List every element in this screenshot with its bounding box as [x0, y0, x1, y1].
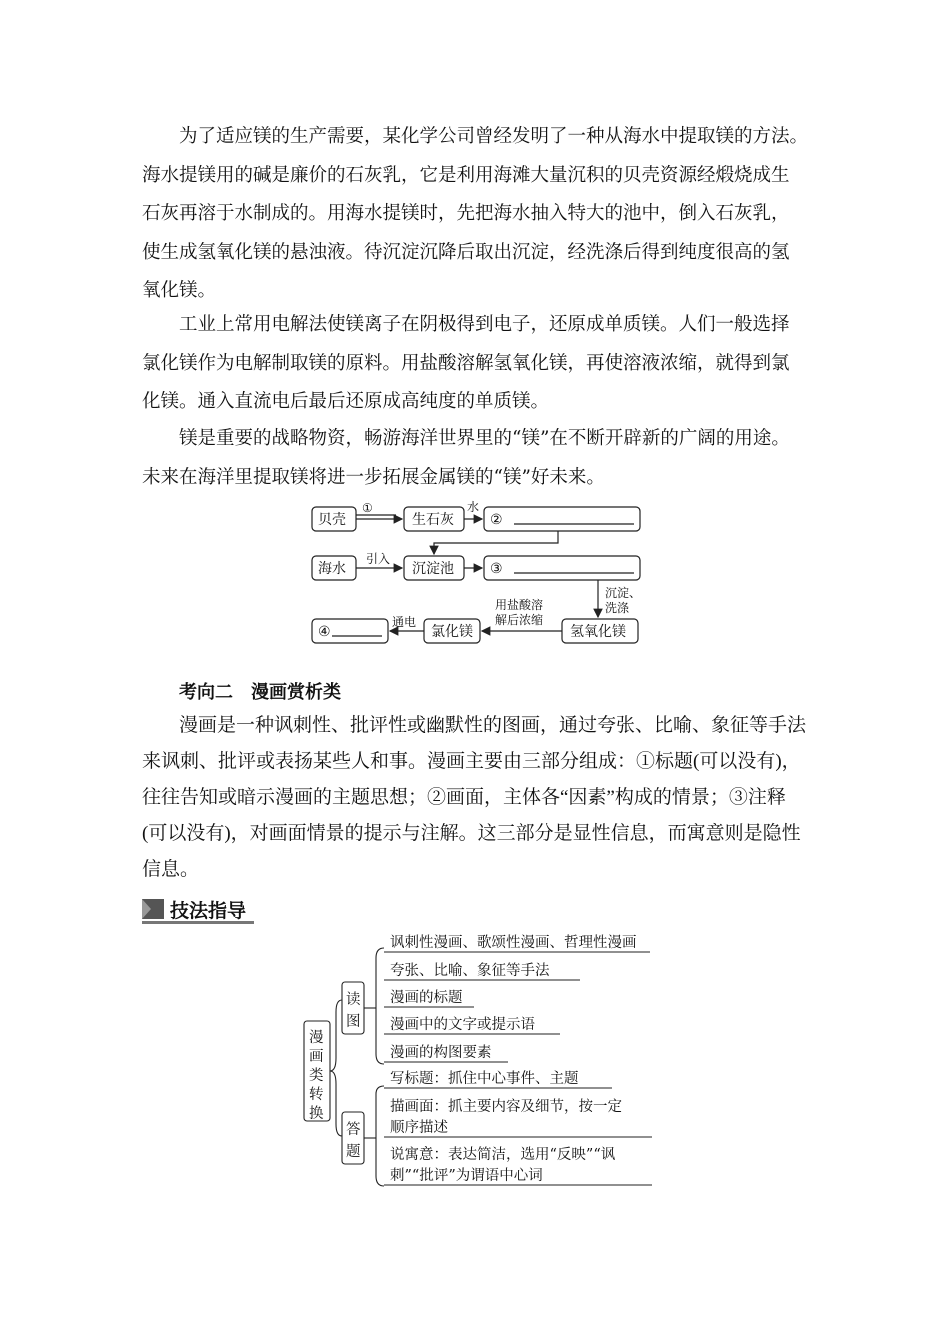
hcl-label-2: 解后浓缩 — [495, 613, 544, 627]
answer-char: 题 — [346, 1144, 361, 1160]
magnesium-flowchart — [300, 495, 660, 650]
paragraph-1 — [142, 118, 822, 311]
root-char: 类 — [309, 1068, 324, 1084]
text-line: 石灰再溶于水制成的。用海水提镁时，先把海水抽入特大的池中，倒入石灰乳， — [142, 203, 790, 224]
section-marker-icon — [142, 899, 164, 919]
text-line: 往往告知或暗示漫画的主题思想；②画面，主体各“因素”构成的情景；③注释 — [142, 787, 786, 808]
answer-item: 写标题：抓住中心事件、主题 — [390, 1071, 579, 1087]
comic-mindmap — [296, 928, 662, 1190]
read-char: 读 — [346, 992, 361, 1008]
root-char: 漫 — [309, 1030, 324, 1046]
pool-label: 沉淀池 — [412, 561, 454, 577]
precip-label-2: 洗涤 — [605, 601, 630, 615]
introduce-label: 引入 — [366, 552, 391, 566]
answer-item: 顺序描述 — [390, 1120, 448, 1136]
answer-item: 刺”“批评”为谓语中心词 — [390, 1168, 543, 1184]
section-heading-2: 考向二 漫画赏析类 — [179, 682, 341, 703]
water-label: 水 — [467, 500, 480, 514]
electric-label: 通电 — [392, 615, 417, 629]
text-line: 使生成氢氧化镁的悬浊液。待沉淀沉降后取出沉淀，经洗涤后得到纯度很高的氢 — [142, 241, 790, 263]
text-line: 化镁。通入直流电后最后还原成高纯度的单质镁。 — [142, 391, 550, 412]
read-item: 漫画中的文字或提示语 — [390, 1017, 535, 1033]
technique-heading — [142, 896, 246, 922]
read-item: 夸张、比喻、象征等手法 — [390, 963, 550, 979]
mgcl-label: 氯化镁 — [431, 624, 473, 640]
mgoh-label: 氢氧化镁 — [570, 624, 626, 640]
blank-3-label: ③ — [490, 561, 503, 577]
read-item: 讽刺性漫画、歌颂性漫画、哲理性漫画 — [390, 935, 637, 951]
precip-label-1: 沉淀、 — [605, 586, 642, 600]
text-line: (可以没有)，对画面情景的提示与注解。这三部分是显性信息，而寓意则是隐性 — [142, 823, 801, 844]
step-1-label: ① — [362, 501, 373, 515]
comic-paragraph — [142, 708, 832, 888]
hcl-label-1: 用盐酸溶 — [495, 598, 544, 612]
root-char: 转 — [309, 1087, 324, 1103]
text-line: 海水提镁用的碱是廉价的石灰乳，它是利用海滩大量沉积的贝壳资源经煅烧成生 — [142, 164, 790, 186]
answer-item: 说寓意：表达简洁，选用“反映”“讽 — [390, 1147, 616, 1163]
quicklime-label: 生石灰 — [412, 512, 454, 528]
blank-4-label: ④ — [318, 624, 331, 640]
text-line: 工业上常用电解法使镁离子在阴极得到电子，还原成单质镁。人们一般选择 — [179, 314, 790, 335]
text-line: 信息。 — [142, 859, 200, 880]
technique-title: 技法指导 — [170, 899, 247, 922]
text-line: 氯化镁作为电解制取镁的原料。用盐酸溶解氢氧化镁，再使溶液浓缩，就得到氯 — [142, 352, 790, 374]
paragraph-2 — [142, 306, 822, 422]
text-line: 漫画是一种讽刺性、批评性或幽默性的图画，通过夸张、比喻、象征等手法 — [179, 715, 807, 736]
read-item: 漫画的构图要素 — [390, 1045, 492, 1061]
shell-label: 贝壳 — [318, 512, 346, 528]
root-char: 画 — [309, 1049, 324, 1065]
answer-char: 答 — [346, 1122, 361, 1138]
text-line: 为了适应镁的生产需要，某化学公司曾经发明了一种从海水中提取镁的方法。 — [179, 126, 809, 147]
text-line: 来讽刺、批评或表扬某些人和事。漫画主要由三部分组成：①标题(可以没有)， — [142, 751, 801, 772]
blank-3-box — [484, 556, 640, 580]
text-line: 未来在海洋里提取镁将进一步拓展金属镁的“镁”好未来。 — [142, 466, 605, 488]
read-char: 图 — [346, 1014, 361, 1030]
blank-2-box — [484, 507, 640, 531]
text-line: 镁是重要的战略物资，畅游海洋世界里的“镁”在不断开辟新的广阔的用途。 — [179, 428, 790, 449]
text-line: 氧化镁。 — [142, 280, 217, 301]
seawater-label: 海水 — [318, 561, 346, 577]
blank-2-label: ② — [490, 512, 503, 528]
answer-item: 描画面：抓主要内容及细节，按一定 — [390, 1099, 622, 1115]
root-char: 换 — [309, 1106, 324, 1122]
read-item: 漫画的标题 — [390, 990, 463, 1006]
paragraph-3 — [142, 420, 822, 497]
heading-underline — [142, 921, 254, 924]
